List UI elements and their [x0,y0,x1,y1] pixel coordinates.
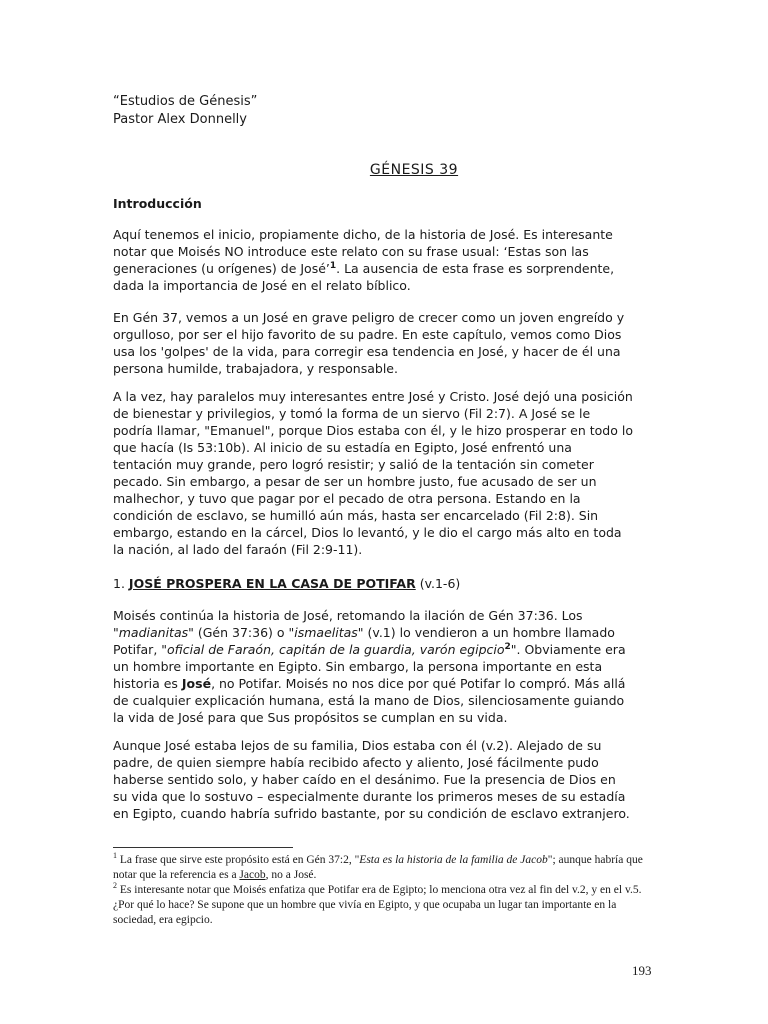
s1-text-c: " (v.1) lo vendieron a un hombre llamado Potifar, " [113,625,615,657]
s1-text-d: ". Obviamente era un hombre importante en Egipto. Sin embargo, la persona importante en esta historia es [113,642,626,691]
s1-madianitas: madianitas [118,625,189,640]
section-title: JOSÉ PROSPERA EN LA CASA DE POTIFAR [128,576,416,591]
fn2-text: Es interesante notar que Moisés enfatiza que Potifar era de Egipto; lo menciona otra vez al fin del v.2, y en el v.5. ¿Por qué lo hace? Se supone que un hombre que vivía en Egipto, y que ocupaba un lugar tan importante en la sociedad, era egipcio. [113,884,642,926]
author-line: Pastor Alex Donnelly [113,112,247,127]
s1-jose: José [181,676,212,691]
chapter-title: GÉNESIS 39 [369,162,459,178]
section-1-heading [113,576,460,591]
page-number: 193 [632,963,652,978]
footnote-ref-1: 1 [329,260,337,271]
intro-p1-text: Aquí tenemos el inicio, propiamente dicho, de la historia de José. Es interesante notar que Moisés NO introduce este relato con su frase usual: ‘Estas son las generaciones (u orígenes) de José’ [113,227,613,276]
section-1-paragraph-1 [113,607,633,726]
section-number: 1. [113,576,125,591]
document-header [113,93,257,129]
fn1-jacob: Jacob [239,869,266,881]
intro-heading: Introducción [113,196,202,211]
s1-text-b: " (Gén 37:36) o " [188,625,295,640]
s1-quote: oficial de Faraón, capitán de la guardia, varón egipcio [167,642,505,657]
fn1-quote: Esta es la historia de la familia de Jacob [359,854,548,866]
footnote-2 [113,883,643,928]
footnote-1-mark: 1 [113,851,117,861]
s1-text-a: Moisés continúa la historia de José, retomando la ilación de Gén 37:36. Los " [113,608,583,640]
footnote-separator [113,847,293,848]
footnote-2-mark: 2 [113,881,117,891]
intro-paragraph-3: A la vez, hay paralelos muy interesantes entre José y Cristo. José dejó una posición de bienestar y privilegios, y tomó la forma de un siervo (Fil 2:7). A José se le podría llamar, "Emanuel", porque Dios estaba con él, y le hizo prosperar en todo lo que hacía (Is 53:10b). Al inicio de su estadía en Egipto, José enfrentó una tentación muy grande, pero logró resistir; y salió de la tentación sin cometer pecado. Sin embargo, a pesar de ser un hombre justo, fue acusado de ser un malhechor, y tuvo que pagar por el pecado de otra persona. Estando en la condición de esclavo, se humilló aún más, hasta ser encarcelado (Fil 2:8). Sin embargo, estando en la cárcel, Dios lo levantó, y le dio el cargo más alto en toda la nación, al lado del faraón (Fil 2:9-11). [113,389,633,557]
intro-paragraph-2: En Gén 37, vemos a un José en grave peligro de crecer como un joven engreído y orgulloso, por ser el hijo favorito de su padre. En este capítulo, vemos como Dios usa los 'golpes' de la vida, para corregir esa tendencia en José, y hacer de él una persona humilde, trabajadora, y responsable. [113,310,625,376]
section-1-paragraph-2: Aunque José estaba lejos de su familia, Dios estaba con él (v.2). Alejado de su padre, de quien siempre había recibido afecto y aliento, José fácilmente pudo haberse sentido solo, y haber caído en el desánimo. Fue la presencia de Dios en su vida que lo sostuvo – especialmente durante los primeros meses de su estadía en Egipto, cuando habría sufrido bastante, por su condición de esclavo extranjero. [113,738,630,821]
s1-text-e: , no Potifar. Moisés no nos dice por qué Potifar lo compró. Más allá de cualquier explicación humana, está la mano de Dios, silenciosamente guiando la vida de José para que Sus propósitos se cumplan en su vida. [113,676,626,725]
intro-p1-text-end: . La ausencia de esta frase es sorprendente, dada la importancia de José en el relato bíblico. [113,261,615,293]
fn1-text-b: "; aunque habría que notar que la referencia es a [113,854,643,881]
footnote-ref-2: 2 [504,641,511,652]
series-title: “Estudios de Génesis” [113,94,258,109]
fn1-text-c: , no a José. [265,869,317,881]
footnote-1 [113,853,643,883]
s1-ismaelitas: ismaelitas [294,625,358,640]
intro-paragraph-1 [113,226,633,294]
fn1-text-a: La frase que sirve este propósito está en Gén 37:2, " [117,854,360,866]
section-verse-ref: (v.1-6) [419,576,461,591]
